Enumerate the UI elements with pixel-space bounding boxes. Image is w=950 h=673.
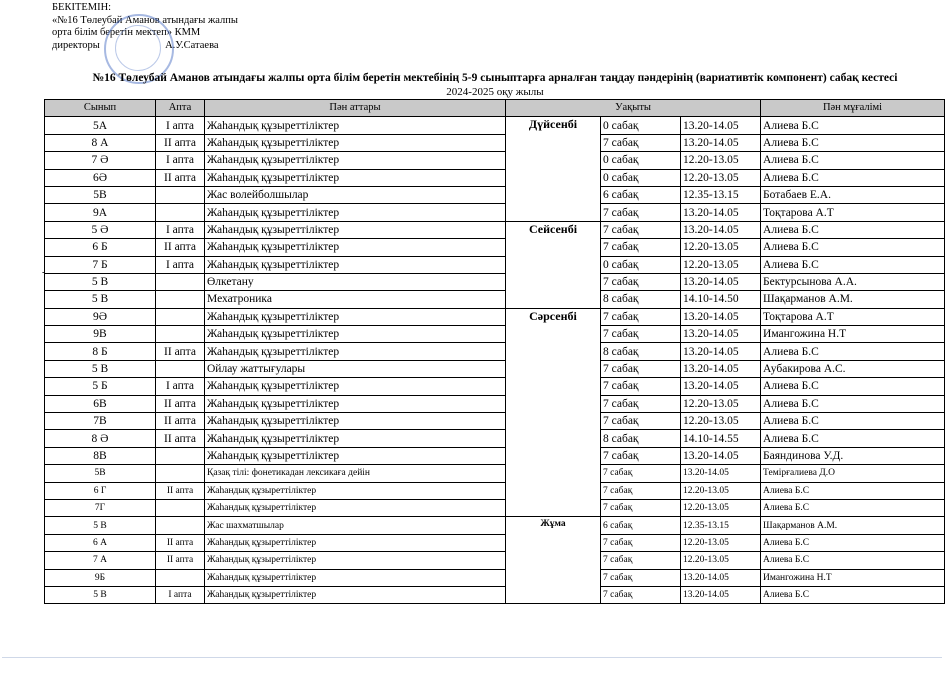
cell-week: [156, 447, 205, 464]
table-row: [45, 430, 945, 447]
cell-week: [156, 326, 205, 343]
cell-teacher: Алиева Б.С: [761, 169, 945, 186]
cell-lesson: 7 сабақ: [601, 447, 681, 464]
cell-week: II апта: [156, 534, 205, 551]
header-time: Уақыты: [506, 100, 761, 117]
header-teacher: Пән мұғалімі: [761, 100, 945, 117]
table-row: [45, 447, 945, 464]
cell-teacher: Алиева Б.С: [761, 534, 945, 551]
cell-time: 12.20-13.05: [681, 552, 761, 569]
cell-time: 12.20-13.05: [681, 413, 761, 430]
cell-time: 12.20-13.05: [681, 169, 761, 186]
cell-time: 14.10-14.50: [681, 291, 761, 308]
cell-class: 6В: [45, 395, 156, 412]
cell-subject: Жаһандық құзыреттіліктер: [205, 239, 506, 256]
table-row: [45, 343, 945, 360]
cell-class: 5А: [45, 117, 156, 134]
cell-week: [156, 517, 205, 534]
table-row: [45, 586, 945, 603]
cell-time: 13.20-14.05: [681, 204, 761, 221]
cell-subject: Жаһандық құзыреттіліктер: [205, 413, 506, 430]
table-row: [45, 117, 945, 134]
cell-lesson: 7 сабақ: [601, 134, 681, 151]
cell-time: 13.20-14.05: [681, 586, 761, 603]
table-row: [45, 517, 945, 534]
cell-time: 13.20-14.05: [681, 134, 761, 151]
cell-teacher: Имангожина Н.Т: [761, 569, 945, 586]
cell-subject: Жаһандық құзыреттіліктер: [205, 378, 506, 395]
cell-teacher: Алиева Б.С: [761, 343, 945, 360]
cell-lesson: 7 сабақ: [601, 569, 681, 586]
cell-week: [156, 186, 205, 203]
cell-subject: Жаһандық құзыреттіліктер: [205, 569, 506, 586]
cell-lesson: 7 сабақ: [601, 239, 681, 256]
table-row: [45, 534, 945, 551]
cell-subject: Мехатроника: [205, 291, 506, 308]
cell-week: II апта: [156, 239, 205, 256]
cell-lesson: 7 сабақ: [601, 395, 681, 412]
cell-week: [156, 465, 205, 482]
cell-lesson: 8 сабақ: [601, 291, 681, 308]
header-subject: Пән аттары: [205, 100, 506, 117]
cell-class: 5 В: [45, 360, 156, 377]
schedule-body: [45, 117, 945, 604]
cell-week: [156, 291, 205, 308]
cell-time: 13.20-14.05: [681, 326, 761, 343]
approval-name: А.У.Сатаева: [165, 39, 219, 51]
cell-time: 12.20-13.05: [681, 152, 761, 169]
cell-teacher: Алиева Б.С: [761, 239, 945, 256]
cell-teacher: Шақарманов А.М.: [761, 517, 945, 534]
cell-lesson: 7 сабақ: [601, 413, 681, 430]
table-row: [45, 499, 945, 516]
cell-week: [156, 499, 205, 516]
cell-class: 9В: [45, 326, 156, 343]
cell-subject: Жаһандық құзыреттіліктер: [205, 430, 506, 447]
table-row: [45, 326, 945, 343]
cell-week: II апта: [156, 482, 205, 499]
cell-teacher: Алиева Б.С: [761, 395, 945, 412]
cell-subject: Жаһандық құзыреттіліктер: [205, 256, 506, 273]
cell-time: 13.20-14.05: [681, 273, 761, 290]
cell-subject: Жаһандық құзыреттіліктер: [205, 221, 506, 238]
cell-subject: Жаһандық құзыреттіліктер: [205, 134, 506, 151]
schedule-table: [44, 99, 945, 604]
cell-week: [156, 204, 205, 221]
cell-lesson: 7 сабақ: [601, 482, 681, 499]
cell-lesson: 7 сабақ: [601, 308, 681, 325]
cell-lesson: 6 сабақ: [601, 186, 681, 203]
cell-week: II апта: [156, 134, 205, 151]
table-row: [45, 204, 945, 221]
table-header-row: [45, 100, 945, 117]
cell-subject: Жаһандық құзыреттіліктер: [205, 308, 506, 325]
cell-day: Сәрсенбі: [506, 308, 601, 517]
cell-class: 5 В: [45, 517, 156, 534]
table-row: [45, 395, 945, 412]
cell-subject: Өлкетану: [205, 273, 506, 290]
cell-class: 8 А: [45, 134, 156, 151]
cell-teacher: Алиева Б.С: [761, 117, 945, 134]
cell-class: 7 А: [45, 552, 156, 569]
cell-week: II апта: [156, 169, 205, 186]
cell-teacher: Алиева Б.С: [761, 152, 945, 169]
cell-lesson: 6 сабақ: [601, 517, 681, 534]
cell-lesson: 7 сабақ: [601, 534, 681, 551]
cell-time: 12.20-13.05: [681, 534, 761, 551]
cell-class: 7В: [45, 413, 156, 430]
table-row: [45, 413, 945, 430]
cell-time: 13.20-14.05: [681, 569, 761, 586]
table-row: [45, 152, 945, 169]
cell-subject: Жаһандық құзыреттіліктер: [205, 152, 506, 169]
cell-lesson: 7 сабақ: [601, 465, 681, 482]
approval-org-line1: «№16 Төлеубай Аманов атындағы жалпы: [52, 14, 238, 26]
cell-teacher: Алиева Б.С: [761, 499, 945, 516]
cell-class: 8В: [45, 447, 156, 464]
cell-subject: Жаһандық құзыреттіліктер: [205, 395, 506, 412]
cell-week: I апта: [156, 117, 205, 134]
cell-lesson: 8 сабақ: [601, 430, 681, 447]
cell-lesson: 7 сабақ: [601, 552, 681, 569]
cell-lesson: 0 сабақ: [601, 169, 681, 186]
cell-class: 9Б: [45, 569, 156, 586]
cell-time: 12.20-13.05: [681, 499, 761, 516]
cell-class: 5 В: [45, 586, 156, 603]
cell-class: 5В: [45, 465, 156, 482]
cell-week: I апта: [156, 256, 205, 273]
cell-subject: Жаһандық құзыреттіліктер: [205, 482, 506, 499]
cell-week: [156, 273, 205, 290]
cell-teacher: Тоқтарова А.Т: [761, 308, 945, 325]
cell-week: I апта: [156, 221, 205, 238]
cell-subject: Жаһандық құзыреттіліктер: [205, 169, 506, 186]
cell-week: I апта: [156, 152, 205, 169]
approval-org-line2: орта білім беретін мектеп» КММ: [52, 27, 201, 38]
cell-week: [156, 569, 205, 586]
cell-subject: Жаһандық құзыреттіліктер: [205, 447, 506, 464]
cell-class: 7 Ә: [45, 152, 156, 169]
cell-week: II апта: [156, 430, 205, 447]
cell-lesson: 0 сабақ: [601, 152, 681, 169]
table-row: [45, 482, 945, 499]
cell-teacher: Алиева Б.С: [761, 552, 945, 569]
cell-subject: Жас шахматшылар: [205, 517, 506, 534]
cell-lesson: 8 сабақ: [601, 343, 681, 360]
cell-lesson: 7 сабақ: [601, 326, 681, 343]
cell-lesson: 7 сабақ: [601, 378, 681, 395]
cell-day: Жұма: [506, 517, 601, 604]
table-row: [45, 169, 945, 186]
cell-subject: Жаһандық құзыреттіліктер: [205, 499, 506, 516]
table-row: [45, 465, 945, 482]
table-row: [45, 552, 945, 569]
cell-class: 6 Б: [45, 239, 156, 256]
cell-class: 5 Б: [45, 378, 156, 395]
cell-week: II апта: [156, 552, 205, 569]
cell-teacher: Баяндинова У.Д.: [761, 447, 945, 464]
cell-class: 6 Г: [45, 482, 156, 499]
cell-week: II апта: [156, 343, 205, 360]
cell-week: II апта: [156, 413, 205, 430]
cell-time: 13.20-14.05: [681, 343, 761, 360]
cell-teacher: Имангожина Н.Т: [761, 326, 945, 343]
cell-week: I апта: [156, 586, 205, 603]
cell-lesson: 7 сабақ: [601, 586, 681, 603]
cell-teacher: Алиева Б.С: [761, 413, 945, 430]
margin-mark: -: [42, 267, 46, 278]
cell-class: 8 Ә: [45, 430, 156, 447]
cell-class: 5 В: [45, 273, 156, 290]
cell-class: 5В: [45, 186, 156, 203]
cell-lesson: 7 сабақ: [601, 204, 681, 221]
cell-week: II апта: [156, 395, 205, 412]
cell-subject: Жаһандық құзыреттіліктер: [205, 204, 506, 221]
cell-time: 14.10-14.55: [681, 430, 761, 447]
cell-lesson: 7 сабақ: [601, 221, 681, 238]
cell-teacher: Шақарманов А.М.: [761, 291, 945, 308]
cell-class: 9Ә: [45, 308, 156, 325]
cell-lesson: 7 сабақ: [601, 360, 681, 377]
cell-subject: Жас волейболшылар: [205, 186, 506, 203]
cell-lesson: 7 сабақ: [601, 273, 681, 290]
cell-time: 12.20-13.05: [681, 239, 761, 256]
cell-time: 13.20-14.05: [681, 117, 761, 134]
header-class: Сынып: [45, 100, 156, 117]
cell-teacher: Ботабаев Е.А.: [761, 186, 945, 203]
cell-time: 12.35-13.15: [681, 517, 761, 534]
cell-time: 12.20-13.05: [681, 395, 761, 412]
cell-class: 6Ә: [45, 169, 156, 186]
cell-teacher: Темірғалиева Д.О: [761, 465, 945, 482]
cell-week: I апта: [156, 378, 205, 395]
table-row: [45, 186, 945, 203]
cell-week: [156, 360, 205, 377]
cell-day: Сейсенбі: [506, 221, 601, 308]
cell-subject: Жаһандық құзыреттіліктер: [205, 534, 506, 551]
cell-subject: Жаһандық құзыреттіліктер: [205, 343, 506, 360]
school-year: 2024-2025 оқу жылы: [446, 86, 544, 98]
cell-class: 5 Ә: [45, 221, 156, 238]
cell-time: 13.20-14.05: [681, 308, 761, 325]
cell-subject: Қазақ тілі: фонетикадан лексикаға дейін: [205, 465, 506, 482]
cell-class: 8 Б: [45, 343, 156, 360]
cell-subject: Жаһандық құзыреттіліктер: [205, 117, 506, 134]
table-row: [45, 308, 945, 325]
table-row: [45, 134, 945, 151]
cell-teacher: Алиева Б.С: [761, 134, 945, 151]
table-row: [45, 239, 945, 256]
cell-class: 7 Б: [45, 256, 156, 273]
cell-time: 13.20-14.05: [681, 447, 761, 464]
cell-time: 13.20-14.05: [681, 378, 761, 395]
table-row: [45, 378, 945, 395]
approval-role: директоры: [52, 39, 100, 51]
page-edge-line: [2, 657, 942, 658]
cell-teacher: Алиева Б.С: [761, 378, 945, 395]
table-row: [45, 221, 945, 238]
cell-class: 7Г: [45, 499, 156, 516]
cell-teacher: Алиева Б.С: [761, 221, 945, 238]
cell-lesson: 0 сабақ: [601, 117, 681, 134]
cell-time: 12.20-13.05: [681, 482, 761, 499]
cell-day: Дүйсенбі: [506, 117, 601, 221]
table-row: [45, 360, 945, 377]
cell-time: 13.20-14.05: [681, 360, 761, 377]
cell-class: 5 В: [45, 291, 156, 308]
cell-teacher: Тоқтарова А.Т: [761, 204, 945, 221]
table-row: [45, 291, 945, 308]
cell-lesson: 0 сабақ: [601, 256, 681, 273]
cell-week: [156, 308, 205, 325]
cell-teacher: Бектурсынова А.А.: [761, 273, 945, 290]
table-row: [45, 273, 945, 290]
document-title: №16 Төлеубай Аманов атындағы жалпы орта білім беретін мектебінің 5-9 сыныптарға арналған таңдау пәндерінің (вариативтік компонент) сабақ кестесі: [92, 72, 898, 84]
header-week: Апта: [156, 100, 205, 117]
cell-subject: Жаһандық құзыреттіліктер: [205, 552, 506, 569]
table-row: [45, 569, 945, 586]
cell-time: 12.20-13.05: [681, 256, 761, 273]
cell-teacher: Алиева Б.С: [761, 482, 945, 499]
cell-class: 6 А: [45, 534, 156, 551]
cell-teacher: Алиева Б.С: [761, 256, 945, 273]
cell-time: 13.20-14.05: [681, 465, 761, 482]
approval-title: БЕКІТЕМІН:: [52, 2, 112, 13]
cell-teacher: Алиева Б.С: [761, 430, 945, 447]
cell-teacher: Алиева Б.С: [761, 586, 945, 603]
cell-teacher: Аубакирова А.С.: [761, 360, 945, 377]
cell-subject: Ойлау жаттығулары: [205, 360, 506, 377]
cell-class: 9А: [45, 204, 156, 221]
table-row: [45, 256, 945, 273]
cell-subject: Жаһандық құзыреттіліктер: [205, 586, 506, 603]
cell-lesson: 7 сабақ: [601, 499, 681, 516]
cell-time: 12.35-13.15: [681, 186, 761, 203]
cell-subject: Жаһандық құзыреттіліктер: [205, 326, 506, 343]
cell-time: 13.20-14.05: [681, 221, 761, 238]
